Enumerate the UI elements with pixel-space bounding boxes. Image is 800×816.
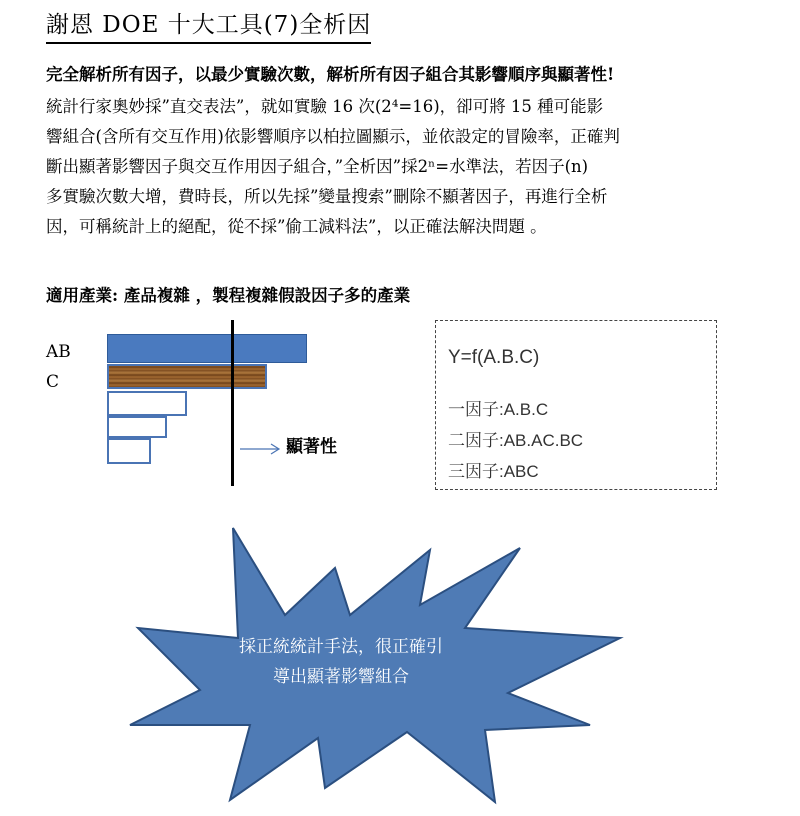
factor-label-ab: AB [46,342,71,362]
pareto-bar-ab [107,334,307,363]
pareto-bar [107,416,167,438]
pareto-bar [107,391,187,416]
headline: 完全解析所有因子，以最少實驗次數，解析所有因子組合其影響順序與顯著性! [46,65,615,84]
arrow-right-icon [238,434,284,458]
paragraph-line: 斷出顯著影響因子與交互作用因子組合，”全析因”採2ⁿ=水準法，若因子(n) [46,157,589,176]
paragraph-line: 因，可稱統計上的絕配，從不採”偷工減料法”，以正確法解決問題 。 [46,217,547,236]
callout-text: 採正統統計手法，很正確引導出顯著影響組合 [239,637,443,687]
body-paragraph [46,92,766,242]
significance-label: 顯著性 [286,437,337,457]
significance-line [231,320,234,486]
industry-line: 適用產業: 產品複雜 ，製程複雜假設因子多的產業 [46,286,411,305]
formula-item: 二因子:AB.AC.BC [448,431,584,450]
paragraph-line: 多實驗次數大增，費時長，所以先採”變量搜索”刪除不顯著因子，再進行全析 [46,187,608,206]
paragraph-line: 統計行家奧妙採”直交表法”，就如實驗 16 次(2⁴=16)，卻可將 15 種可能影 [46,97,604,116]
formula-expression: Y=f(A.B.C) [448,347,540,368]
formula-item: 三因子:ABC [448,462,539,481]
page-title: 謝恩 DOE 十大工具(7)全析因 [46,10,371,44]
formula-item: 一因子:A.B.C [448,400,549,419]
pareto-bar [107,438,151,464]
factor-label-c: C [46,372,60,392]
formula-box [435,320,717,490]
pareto-bar-c [107,364,267,389]
paragraph-line: 響組合(含所有交互作用)依影響順序以柏拉圖顯示，並依設定的冒險率，正確判 [46,127,620,146]
